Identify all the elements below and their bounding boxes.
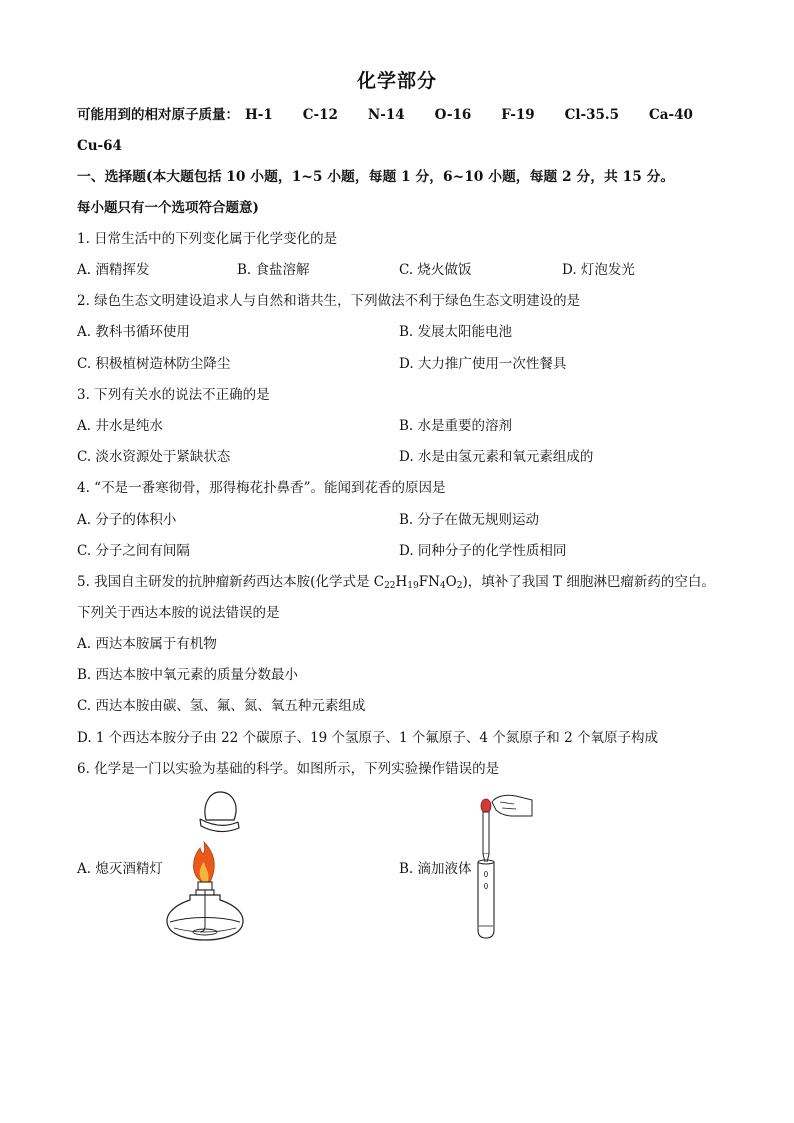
- mass-ca: Ca-40: [649, 107, 693, 123]
- q5-option-a: A. 西达本胺属于有机物: [77, 636, 217, 652]
- q1-option-c: C. 烧火做饭: [399, 262, 472, 278]
- q1-option-b: B. 食盐溶解: [237, 262, 310, 278]
- mass-n: N-14: [367, 107, 405, 123]
- test-tube: [478, 862, 494, 938]
- q2-option-a: A. 教科书循环使用: [77, 324, 190, 340]
- q5-sub-c: 22: [384, 581, 396, 591]
- q3-option-d: D. 水是由氢元素和氧元素组成的: [399, 449, 594, 465]
- q5-sub-n: 4: [439, 581, 446, 591]
- q5-sub-o: 2: [456, 581, 463, 591]
- q5-stem-after: )，填补了我国 T 细胞淋巴瘤新药的空白。: [462, 574, 715, 590]
- question-6-stem: 6. 化学是一门以实验为基础的科学。如图所示，下列实验操作错误的是: [77, 761, 500, 777]
- mass-cu: Cu-64: [77, 138, 122, 154]
- lamp-cap: [205, 792, 236, 820]
- alcohol-lamp-figure: [160, 786, 250, 946]
- q5-h: H: [395, 574, 408, 590]
- atomic-mass-line: [77, 106, 723, 124]
- page-title: 化学部分: [356, 70, 437, 92]
- mass-c: C-12: [302, 107, 338, 123]
- q5-option-b: B. 西达本胺中氧元素的质量分数最小: [77, 667, 299, 683]
- q4-option-d: D. 同种分子的化学性质相同: [399, 543, 567, 559]
- q6-option-b: B. 滴加液体: [399, 861, 472, 877]
- q5-option-d: D. 1 个西达本胺分子由 22 个碳原子、19 个氢原子、1 个氟原子、4 个氮原子和 2 个氧原子构成: [77, 730, 658, 746]
- q3-option-c: C. 淡水资源处于紧缺状态: [77, 449, 231, 465]
- question-2-stem: 2. 绿色生态文明建设追求人与自然和谐共生，下列做法不利于绿色生态文明建设的是: [77, 293, 581, 309]
- q5-o: O: [445, 574, 457, 590]
- q5-sub-h: 19: [407, 581, 419, 591]
- q6-option-a: A. 熄灭酒精灯: [77, 861, 163, 877]
- q4-option-c: C. 分子之间有间隔: [77, 543, 190, 559]
- mass-o: O-16: [434, 107, 472, 123]
- mass-h: H-1: [245, 107, 273, 123]
- q3-option-b: B. 水是重要的溶剂: [399, 418, 513, 434]
- question-3-stem: 3. 下列有关水的说法不正确的是: [77, 387, 270, 403]
- q1-option-d: D. 灯泡发光: [562, 262, 635, 278]
- question-1-stem: 1. 日常生活中的下列变化属于化学变化的是: [77, 231, 338, 247]
- q5-option-c: C. 西达本胺由碳、氢、氟、氮、氧五种元素组成: [77, 698, 366, 714]
- q2-option-b: B. 发展太阳能电池: [399, 324, 513, 340]
- q2-option-d: D. 大力推广使用一次性餐具: [399, 356, 567, 372]
- mass-cl: Cl-35.5: [564, 107, 620, 123]
- hand: [492, 795, 532, 816]
- question-5-stem: [77, 573, 715, 595]
- dropper-bulb: [481, 799, 491, 813]
- section-heading-line1: 一、选择题(本大题包括 10 小题，1~5 小题，每题 1 分，6~10 小题，每题 2 分，共 15 分。: [77, 169, 675, 185]
- q5-fn: FN: [418, 574, 440, 590]
- q3-option-a: A. 井水是纯水: [77, 418, 163, 434]
- dropper-tube: [483, 812, 489, 854]
- question-5-stem-2: 下列关于西达本胺的说法错误的是: [77, 605, 280, 621]
- question-4-stem: 4. “不是一番寒彻骨，那得梅花扑鼻香”。能闻到花香的原因是: [77, 480, 446, 496]
- q4-option-b: B. 分子在做无规则运动: [399, 512, 540, 528]
- mass-f: F-19: [501, 107, 535, 123]
- q5-stem-before: 5. 我国自主研发的抗肿瘤新药西达本胺(化学式是 C: [77, 574, 385, 590]
- q4-option-a: A. 分子的体积小: [77, 512, 177, 528]
- q1-option-a: A. 酒精挥发: [77, 262, 150, 278]
- atomic-mass-label: 可能用到的相对原子质量：: [77, 107, 239, 123]
- section-heading-line2: 每小题只有一个选项符合题意): [77, 200, 259, 216]
- dropper-test-tube-figure: [470, 792, 540, 942]
- q2-option-c: C. 积极植树造林防尘降尘: [77, 356, 231, 372]
